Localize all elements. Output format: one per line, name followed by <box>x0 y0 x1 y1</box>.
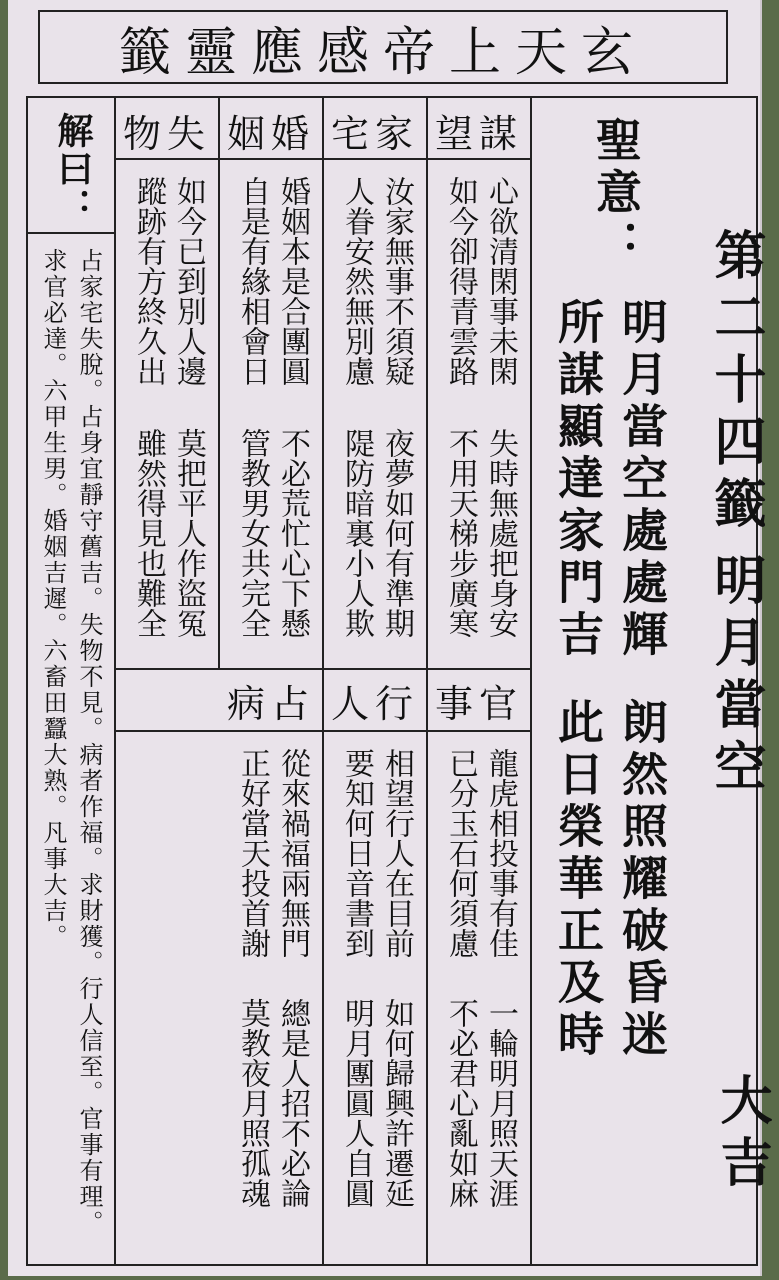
shiwu-line-4: 雖然得見也難全 <box>131 428 166 638</box>
header-rule-top <box>114 158 530 160</box>
section-header-mouwang: 謀望 <box>435 111 524 156</box>
fortune-slip <box>8 0 772 1276</box>
section-header-jiazhai: 家宅 <box>331 111 420 156</box>
verse-line-3: 所謀顯達家門吉 <box>551 298 605 662</box>
slip-title <box>38 10 728 84</box>
xingren-line-3: 如何歸興許遷延 <box>379 998 414 1208</box>
jiazhai-line-2: 人眷安然無別慮 <box>339 176 374 386</box>
col-divider-3 <box>218 98 220 668</box>
jiazhai-line-1: 汝家無事不須疑 <box>379 176 414 386</box>
section-header-guanshi: 官事 <box>435 681 524 726</box>
mouwang-line-2: 如今卻得青雲路 <box>443 176 478 386</box>
mouwang-line-3: 失時無處把身安 <box>483 428 518 638</box>
shiwu-line-3: 莫把平人作盜冤 <box>171 428 206 638</box>
jiazhai-line-4: 隄防暗裏小人欺 <box>339 428 374 638</box>
mouwang-line-4: 不用天梯步廣寒 <box>443 428 478 638</box>
lot-name: 明月當空 <box>705 553 766 801</box>
zhanbing-line-1: 從來禍福兩無門 <box>275 748 310 958</box>
zhanbing-line-3: 總是人招不必論 <box>275 998 310 1208</box>
verse-line-2: 朗然照耀破昏迷 <box>615 698 669 1062</box>
header-rule-bottom <box>114 730 530 732</box>
content-frame <box>26 96 772 1266</box>
mouwang-line-1: 心欲清閑事未閑 <box>483 176 518 386</box>
section-header-zhanbing: 占病 <box>227 681 316 726</box>
verse-divider <box>530 98 532 1264</box>
col-divider-4 <box>114 98 116 1264</box>
verse-label: 聖意： <box>589 116 643 272</box>
section-header-hunyin: 婚姻 <box>227 111 316 156</box>
lot-fortune: 大吉 <box>711 1073 772 1197</box>
explanation-line-1: 占家宅失脫。占身宜靜守舊吉。失物不見。病者作福。求財獲。行人信至。官事有理。 <box>75 248 103 1236</box>
xingren-line-4: 明月團圓人自圓 <box>339 998 374 1208</box>
guanshi-line-3: 一輪明月照天涯 <box>483 998 518 1208</box>
hunyin-line-4: 管教男女共完全 <box>235 428 270 638</box>
verse-line-4: 此日榮華正及時 <box>551 698 605 1062</box>
section-header-shiwu: 失物 <box>123 111 212 156</box>
xingren-line-2: 要知何日音書到 <box>339 748 374 958</box>
zhanbing-line-4: 莫教夜月照孤魂 <box>235 998 270 1208</box>
xingren-line-1: 相望行人在目前 <box>379 748 414 958</box>
hunyin-line-3: 不必荒忙心下懸 <box>275 428 310 638</box>
jiazhai-line-3: 夜夢如何有準期 <box>379 428 414 638</box>
hunyin-line-1: 婚姻本是合團圓 <box>275 176 310 386</box>
verse-line-1: 明月當空處處輝 <box>615 298 669 662</box>
hunyin-line-2: 自是有緣相會日 <box>235 176 270 386</box>
shiwu-line-2: 蹤跡有方終久出 <box>131 176 166 386</box>
guanshi-line-4: 不必君心亂如麻 <box>443 998 478 1208</box>
explanation-rule <box>28 232 114 234</box>
section-header-xingren: 行人 <box>331 681 420 726</box>
guanshi-line-1: 龍虎相投事有佳 <box>483 748 518 958</box>
lot-number: 第二十四籤 <box>705 228 766 538</box>
zhanbing-line-2: 正好當天投首謝 <box>235 748 270 958</box>
guanshi-line-2: 已分玉石何須慮 <box>443 748 478 958</box>
explanation-line-2: 求官必達。六甲生男。婚姻吉遲。六畜田蠶大熟。凡事大吉。 <box>39 248 67 950</box>
shiwu-line-1: 如今已到別人邊 <box>171 176 206 386</box>
explanation-label: 解曰： <box>52 112 94 226</box>
title-text: 玄天上帝感應靈籤 <box>118 22 647 83</box>
